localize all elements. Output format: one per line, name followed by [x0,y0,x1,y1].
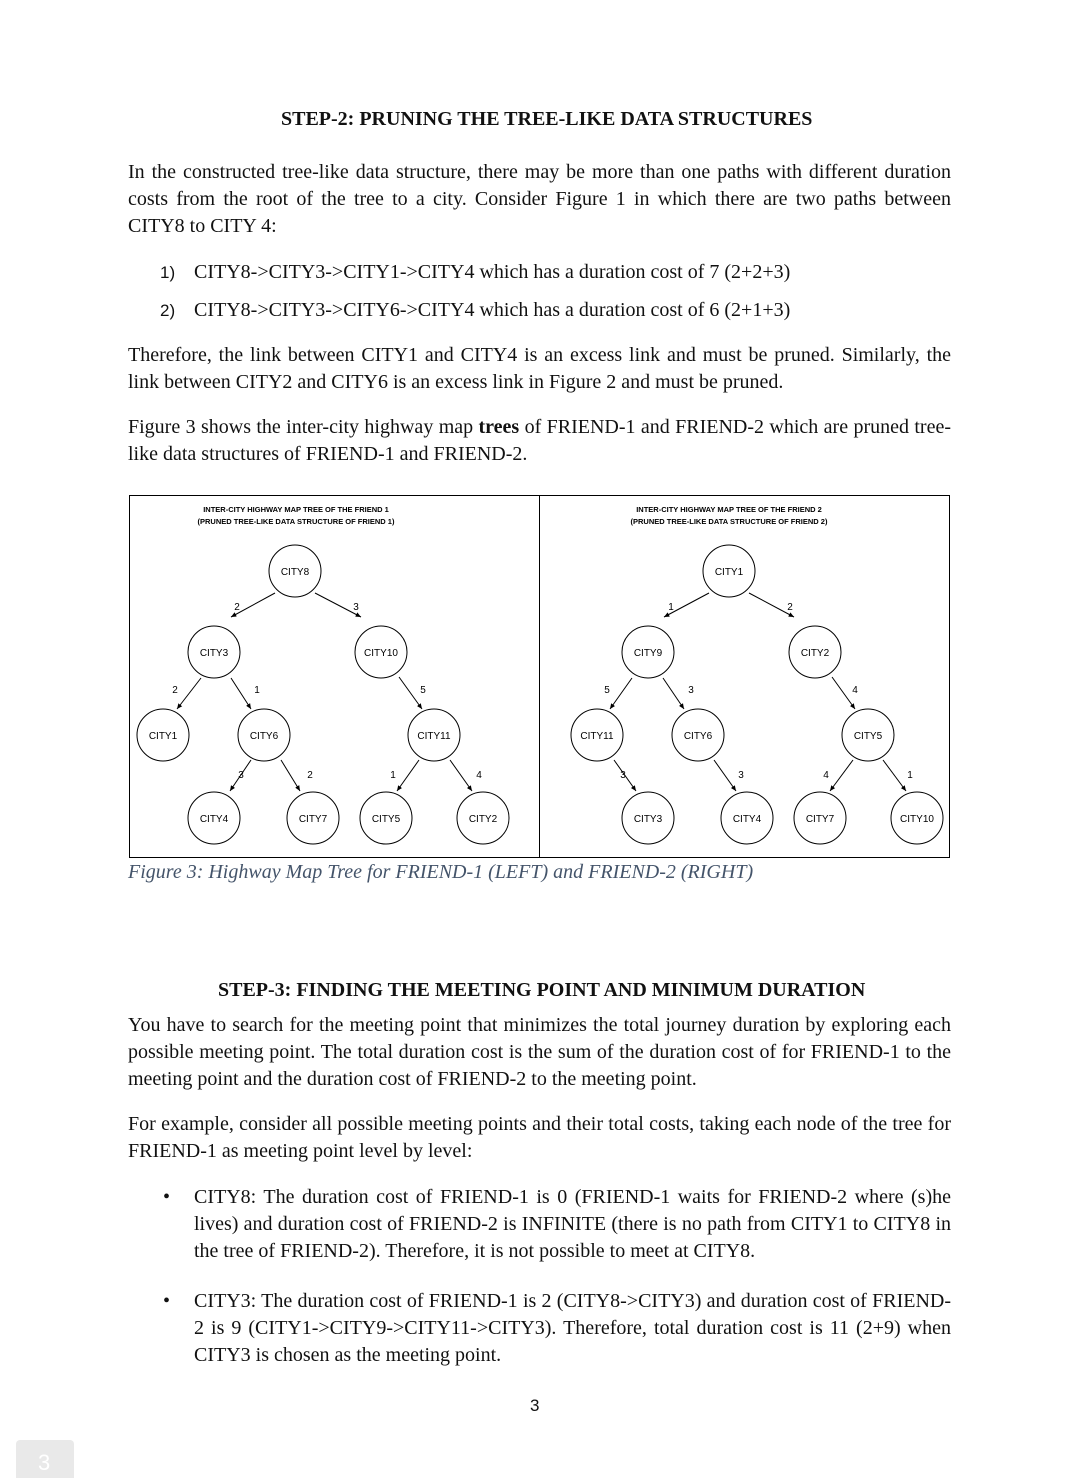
node-label: CITY10 [364,648,398,659]
node-label: CITY2 [800,648,830,659]
step2-paragraph-2: Therefore, the link between CITY1 and CITY4 is an excess link and must be pruned. Similarly, the link between CITY2 and CITY6 is an excess link in Figure 2 and must be pruned. [128,344,951,393]
node-label: CITY7 [805,814,835,825]
node-label: CITY5 [371,814,401,825]
right-tree-title-2: (PRUNED TREE-LIKE DATA STRUCTURE OF FRIEND 2) [630,517,828,526]
bullet-item-city3: CITY3: The duration cost of FRIEND-1 is 2 (CITY8->CITY3) and duration cost of FRIEND-2 is 9 (CITY1->CITY9->CITY11->CITY3). Therefore, total duration cost is 11 (2+9) when CITY3 is chosen as the meeting point. [194,1290,951,1366]
node-label: CITY1 [714,567,744,578]
step2-heading: STEP-2: PRUNING THE TREE-LIKE DATA STRUCTURES [281,108,813,130]
step3-paragraph-1: You have to search for the meeting point that minimizes the total journey duration by exploring each possible meeting point. The total duration cost is the sum of the duration cost of for FRIEND-1 to the meeting point and the duration cost of FRIEND-2 to the meeting point. [128,1014,951,1090]
node-label: CITY11 [417,731,451,742]
weight-label: 4 [852,685,858,696]
node-label: CITY4 [199,814,229,825]
node-label: CITY9 [633,648,663,659]
node-label: CITY2 [468,814,498,825]
node-label: CITY5 [853,731,883,742]
weight-label: 2 [307,770,313,781]
weight-label: 4 [476,770,482,781]
step2-paragraph-3 [128,414,951,468]
weight-label: 2 [787,602,793,613]
step3-heading: STEP-3: FINDING THE MEETING POINT AND MINIMUM DURATION [218,979,866,1001]
step2-paragraph-1: In the constructed tree-like data structure, there may be more than one paths with different duration costs from the root of the tree to a city. Consider Figure 1 in which there are two paths between CITY8 to CITY 4: [128,161,951,237]
highway-map-trees-svg [129,495,951,858]
step3-paragraph-2: For example, consider all possible meeting points and their total costs, taking each node of the tree for FRIEND-1 as meeting point level by level: [128,1113,951,1162]
left-tree-title-1: INTER-CITY HIGHWAY MAP TREE OF THE FRIEND 1 [203,505,389,514]
node-label: CITY3 [199,648,229,659]
list-item-2-text: CITY8->CITY3->CITY6->CITY4 which has a duration cost of 6 (2+1+3) [194,299,791,321]
weight-label: 2 [234,602,240,613]
list-number: 1) [160,263,176,282]
page-number: 3 [530,1396,540,1415]
list-number: 2) [160,301,176,320]
weight-label: 1 [390,770,396,781]
list-item-1-text: CITY8->CITY3->CITY1->CITY4 which has a duration cost of 7 (2+2+3) [194,261,791,283]
node-label: CITY6 [249,731,279,742]
right-tree-title-1: INTER-CITY HIGHWAY MAP TREE OF THE FRIEND 2 [636,505,822,514]
bullet-symbol: • [163,1290,171,1312]
node-label: CITY8 [280,567,310,578]
page-badge [16,1440,74,1478]
node-label: CITY6 [683,731,713,742]
bullet-symbol: • [163,1186,171,1208]
para3-before: Figure 3 shows the inter-city highway map [128,416,479,438]
node-label: CITY10 [900,814,934,825]
weight-label: 4 [823,770,829,781]
weight-label: 1 [668,602,674,613]
weight-label: 5 [604,685,610,696]
node-label: CITY3 [633,814,663,825]
weight-label: 3 [620,770,626,781]
weight-label: 3 [353,602,359,613]
node-label: CITY4 [732,814,762,825]
weight-label: 3 [738,770,744,781]
weight-label: 5 [420,685,426,696]
page-badge-label: 3 [38,1450,51,1475]
list-item-1 [160,259,175,286]
weight-label: 1 [254,685,260,696]
left-tree-title-2: (PRUNED TREE-LIKE DATA STRUCTURE OF FRIEND 1) [197,517,395,526]
weight-label: 3 [238,770,244,781]
para3-bold-trees: trees [478,416,520,438]
list-item-2 [160,297,175,324]
weight-label: 2 [172,685,178,696]
node-label: CITY1 [148,731,178,742]
figure-3 [129,495,951,863]
weight-label: 3 [688,685,694,696]
weight-label: 1 [907,770,913,781]
node-label: CITY11 [580,731,614,742]
figure-caption: Figure 3: Highway Map Tree for FRIEND-1 (LEFT) and FRIEND-2 (RIGHT) [128,861,754,883]
para3-after: of FRIEND-1 and FRIEND-2 which are pruned tree-like data structures of FRIEND-1 and FRIEND-2. [128,416,951,465]
bullet-item-city8: CITY8: The duration cost of FRIEND-1 is 0 (FRIEND-1 waits for FRIEND-2 where (s)he lives) and duration cost of FRIEND-2 is INFINITE (there is no path from CITY1 to CITY8 in the tree of FRIEND-2). Therefore, it is not possible to meet at CITY8. [194,1186,951,1262]
node-label: CITY7 [298,814,328,825]
